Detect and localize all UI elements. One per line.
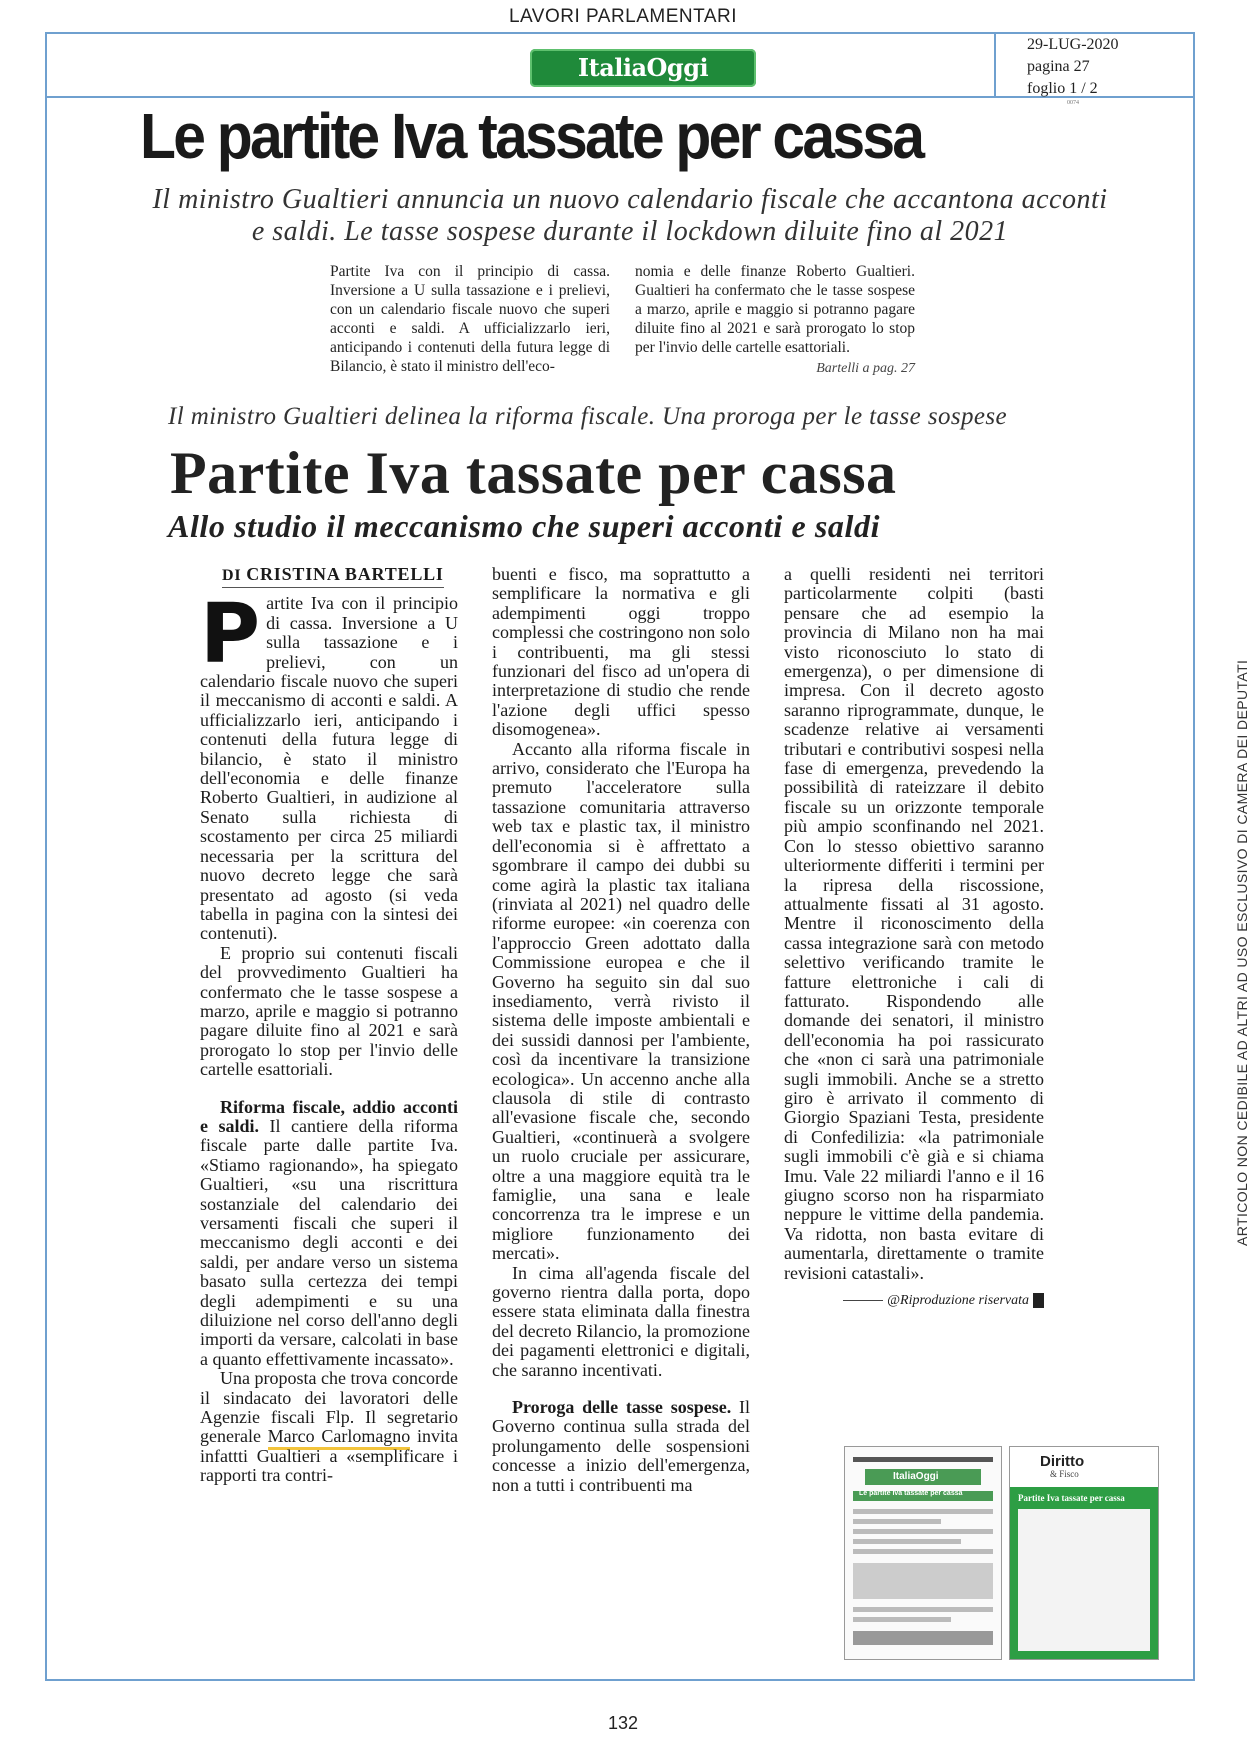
page-number: 132	[607, 1713, 639, 1733]
article-column-2	[492, 565, 750, 1495]
paragraph: E proprio sui contenuti fiscali del provvedimento Gualtieri ha confermato che le tasse sospese a marzo, aprile e maggio si potranno pagare diluite fino al 2021 e sarà prorogato lo stop per l'invio delle cartelle esattoriali.	[200, 942, 458, 1080]
copyright-side-note: ARTICOLO NON CEDIBILE AD ALTRI AD USO ESCLUSIVO DI CAMERA DEI DEPUTATI	[1234, 659, 1250, 1246]
publication-date: 29-LUG-2020	[1027, 36, 1119, 53]
thumb-bar	[853, 1549, 993, 1554]
spacer	[200, 1080, 458, 1098]
section-paragraph: Riforma fiscale, addio acconti e saldi. Il cantiere della riforma fiscale parte dalle partite Iva. «Stiamo ragionando», ha spiegato Gualtieri, «su una riscrittura sostanziale del calendario dei versamenti fiscali che superi il meccanismo degli acconti e dei saldi, per andare verso un sistema basato sulla certezza dei tempi degli adempimenti e su una diluizione nel corso dell'anno degli importi da versare, calcolati in base a quanto effettivamente incassato».	[200, 1096, 458, 1369]
article-kicker: Il ministro Gualtieri delinea la riforma fiscale. Una proroga per le tasse sospese	[168, 403, 1008, 430]
teaser-right	[635, 262, 915, 378]
paragraph: In cima all'agenda fiscale del governo rientra dalla porta, dopo essere stata eliminata dalla finestra del decreto Rilancio, la promozione dei pagamenti elettronici e digitali, che saranno incentivati.	[492, 1262, 750, 1380]
thumb-text-area	[1018, 1509, 1150, 1651]
byline-author: CRISTINA BARTELLI	[246, 564, 444, 584]
thumb-bar	[853, 1617, 951, 1622]
article-headline: Partite Iva tassate per cassa	[170, 440, 897, 506]
front-page-thumbnail	[844, 1446, 1002, 1660]
publication-sheet: foglio 1 / 2	[1027, 80, 1098, 97]
end-mark	[1033, 1293, 1044, 1308]
thumb-logo: ItaliaOggi	[893, 1471, 939, 1482]
byline-prefix: DI	[222, 567, 242, 584]
thumb-image-block	[853, 1563, 993, 1599]
thumb-bar	[853, 1457, 993, 1462]
section-paragraph: Proroga delle tasse sospese. Il Governo continua sulla strada del prolungamento delle sospensioni concesse a inizio dell'emergenza, non a tutti i contribuenti ma	[492, 1397, 750, 1495]
copyright-notice: @Riproduzione riservata	[784, 1291, 1044, 1310]
thumb-bar	[853, 1631, 993, 1645]
article-column-1	[200, 565, 458, 1486]
italiaoggi-logo: ItaliaOggi	[530, 49, 756, 87]
article-column-3	[784, 565, 1044, 1310]
section-label: LAVORI PARLAMENTARI	[508, 6, 738, 27]
section-title: Riforma fiscale, addio acconti e saldi.	[200, 1096, 458, 1136]
paragraph: buenti e fisco, ma soprattutto a semplificare la normativa e gli adempimenti oggi troppo complessi che costringono non solo i contribuenti, ma gli stessi funzionari del fisco ad un'opera di interpretazione di studio che rende l'azione degli uffici spesso disomogenea».	[492, 564, 750, 740]
publication-code: 0074	[1067, 100, 1079, 106]
supplement-thumbnail	[1009, 1446, 1159, 1660]
highlighted-name: Marco Carlomagno	[268, 1426, 411, 1450]
publication-page: pagina 27	[1027, 58, 1090, 75]
section-title: Proroga delle tasse sospese.	[512, 1397, 732, 1418]
paragraph: Accanto alla riforma fiscale in arrivo, considerato che l'Europa ha premuto l'acceleratore sulla tassazione comunitaria attraverso web tax e plastic tax, il ministro dell'economia si è affrettato a sgombrare il campo dei dubbi su come agirà la plastic tax italiana (rinviata al 2021) nel quadro delle riforme europee: «in coerenza con l'approccio Green adottato dalla Commissione europea e che il Governo ha seguito sin dal suo insediamento, verrà rivisto il sistema delle imposte ambientali e dei sussidi dannosi per l'ambiente, così da incentivare la transizione ecologica». Un accenno anche alla clausola di stile di contrasto all'evasione fiscale che, secondo Gualtieri, «continuerà a svolgere un ruolo cruciale per assicurare, oltre a una maggiore equità tra le famiglie, una sana e leale concorrenza tra le imprese e un migliore funzionamento dei mercati».	[492, 738, 750, 1264]
paragraph: a quelli residenti nei territori particolarmente colpiti (basti pensare che ad esempio la provincia di Milano non ha mai visto riconosciuto lo stato di emergenza), o per dimensione di impresa. Con il decreto agosto saranno riprogrammate, dunque, le scadenze relative ai versamenti tributari e contributivi sospesi nella fase di emergenza, prevedendo la possibilità di rateizzare il debito fiscale su un orizzonte temporale più ampio sconfinando nel 2021. Con lo stesso obiettivo saranno ulteriormente differiti i termini per la ripresa della riscossione, attualmente fissati al 31 agosto. Mentre il riconoscimento della cassa integrazione sarà con metodo selettivo verificando tramite le fatture elettroniche i cali di fatturato. Rispondendo alle domande dei senatori, il ministro dell'economia ha poi rassicurato che «non ci sarà una patrimoniale sugli immobili. Anche se a stretto giro è arrivato il commento di Giorgio Spaziani Testa, presidente di Confedilizia: «la patrimoniale sugli immobili c'è già e si chiama Imu. Vale 22 miliardi l'anno e il 16 giugno scorso non ha risparmiato neppure le vittime della pandemia. Va ridotta, non basta evitare di aumentarla, direttamente o tramite revisioni catastali».	[784, 564, 1044, 1283]
paragraph: Una proposta che trova concorde il sindacato dei lavoratori delle Agenzie fiscali Flp. Il segretario generale Marco Carlomagno invita infattti Gualtieri a «semplificare i rapporti tra contri-	[200, 1368, 459, 1486]
teaser-right-text: nomia e delle finanze Roberto Gualtieri. Gualtieri ha confermato che le tasse sospese a marzo, aprile e maggio si potranno pagare diluite fino al 2021 e sarà prorogato lo stop per l'invio delle cartelle esattoriali.	[635, 263, 915, 356]
thumb-supplement-logo: Diritto	[1040, 1453, 1085, 1470]
teaser-page-ref: Bartelli a pag. 27	[816, 361, 915, 376]
front-page-subhead: Il ministro Gualtieri annuncia un nuovo calendario fiscale che accantona acconti e saldi. Le tasse sospese durante il lockdown diluite fino al 2021	[152, 184, 1108, 247]
header-divider	[994, 34, 996, 96]
paragraph: Partite Iva con il principio di cassa. Inversione a U sulla tassazione e i prelievi, con un calendario fiscale nuovo che superi il meccanismo di acconti e saldi. A ufficializzarlo ieri, anticipando i contenuti della futura legge di bilancio, è stato il ministro dell'economia e delle finanze Roberto Gualtieri, in audizione al Senato sulla richiesta di scostamento per circa 25 miliardi necessaria per la scrittura del nuovo decreto legge che sarà presentato ad agosto (si veda tabella in pagina con la sintesi dei contenuti).	[200, 587, 458, 944]
publication-meta	[1027, 34, 1119, 106]
thumb-supplement-headline: Partite Iva tassate per cassa	[1018, 1493, 1125, 1503]
teaser-left: Partite Iva con il principio di cassa. Inversione a U sulla tassazione e i prelievi, con un calendario fiscale nuovo che superi acconti e saldi. A ufficializzarlo ieri, anticipando i contenuti della futura legge di Bilancio, è stato il ministro dell'eco-	[330, 263, 610, 375]
article-subhead: Allo studio il meccanismo che superi acconti e saldi	[168, 508, 881, 544]
thumb-bar	[853, 1539, 961, 1544]
rule-line	[843, 1300, 883, 1301]
thumb-bar	[853, 1529, 993, 1534]
thumb-headline: Le partite Iva tassate per cassa	[859, 1490, 963, 1497]
thumb-bar	[853, 1519, 941, 1524]
thumb-bar	[853, 1607, 993, 1612]
spacer	[492, 1380, 750, 1398]
drop-cap: P	[200, 587, 261, 683]
byline	[222, 565, 444, 588]
thumb-bar	[853, 1509, 993, 1514]
thumb-supplement-sub: & Fisco	[1050, 1469, 1079, 1479]
front-page-headline: Le partite Iva tassate per cassa	[140, 100, 923, 172]
